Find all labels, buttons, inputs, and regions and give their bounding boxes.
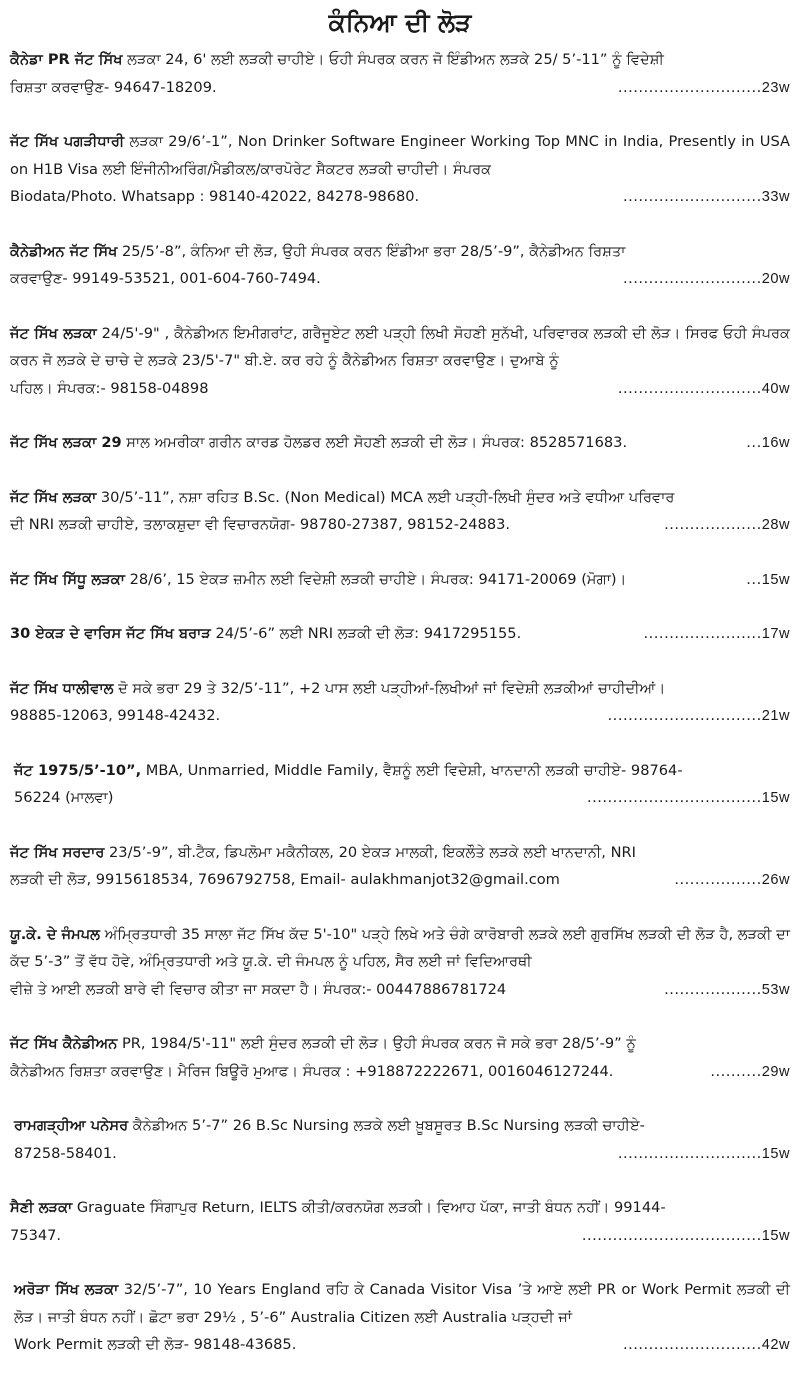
ad-code-group [608,702,790,731]
ad-lead-text: ਜੱਟ ਸਿੱਖ ਲੜਕਾ [10,488,97,506]
dot-leader: .............................. [607,707,762,724]
ad-code-group [582,1222,790,1251]
classified-ad [10,1112,790,1168]
ad-final-line [14,1331,790,1360]
ad-code-group [618,375,790,404]
ad-word-count-code: 29w [761,1063,790,1080]
ad-last-text: ਪਹਿਲ। ਸੰਪਰਕ:- 98158-04898 [10,379,209,397]
ad-last-text: ਦੀ NRI ਲੜਕੀ ਚਾਹੀਏ, ਤਲਾਕਸ਼ੁਦਾ ਵੀ ਵਿਚਾਰਨਯੋਗ- 98780-27387, 98152-24883. [10,516,511,533]
ad-final-line [10,183,790,212]
classified-ad [10,1030,790,1086]
ad-final-line [10,429,790,458]
ad-body-text: 32/5’-7”, 10 Years England ਰਹਿ ਕੇ Canada Visitor Visa ’ਤੇ ਆਏ ਲਈ PR or Work Permit ਲੜਕੀ ਦੀ ਲੋੜ। ਜਾਤੀ ਬੰਧਨ ਨਹੀਂ। ਛੋਟਾ ਭਰਾ 29½ , 5’-6” Australia Citizen ਲਈ Australia ਪੜ੍ਹਦੀ ਜਾਂ [14,1281,790,1326]
classified-ad [10,921,790,1005]
ad-body-text: 24/5'-9" , ਕੈਨੇਡੀਅਨ ਇਮੀਗਰਾਂਟ, ਗਰੈਜੂਏਟ ਲਈ ਪੜ੍ਹੀ ਲਿਖੀ ਸੋਹਣੀ ਸੁਨੱਖੀ, ਪਰਿਵਾਰਕ ਲੜਕੀ ਦੀ ਲੋੜ। ਸਿਰਫ ਓਹੀ ਸੰਪਰਕ ਕਰਨ ਜੋ ਲੜਕੇ ਦੇ ਚਾਚੇ ਦੇ ਲੜਕੇ 23/5'-7" ਬੀ.ਏ. ਕਰ ਰਹੇ ਨੂੰ ਕੈਨੇਡੀਅਨ ਰਿਸ਼ਤਾ ਕਰਵਾਉਣ। ਦੁਆਬੇ ਨੂੰ [10,324,790,369]
ad-last-text: ਵੀਜ਼ੇ ਤੇ ਆਈ ਲੜਕੀ ਬਾਰੇ ਵੀ ਵਿਚਾਰ ਕੀਤਾ ਜਾ ਸਕਦਾ ਹੈ। ਸੰਪਰਕ:- 00447886781724 [10,980,507,998]
ad-lead-text: ਜੱਟ ਸਿੱਖ ਸਿੱਧੂ ਲੜਕਾ [10,570,125,588]
page [10,0,790,1386]
ad-code-group [623,265,790,294]
ad-final-line [10,620,790,649]
ad-lead-text: ਜੱਟ ਸਿੱਖ ਸਰਦਾਰ [10,843,105,861]
ad-code-group [623,1331,790,1360]
ad-body-text: ਅੰਮ੍ਰਿਤਧਾਰੀ 35 ਸਾਲਾ ਜੱਟ ਸਿੱਖ ਕੱਦ 5'-10" ਪੜ੍ਹੇ ਲਿਖੇ ਅਤੇ ਚੰਗੇ ਕਾਰੋਬਾਰੀ ਲੜਕੇ ਲਈ ਗੁਰਸਿੱਖ ਲੜਕੀ ਦੀ ਲੋੜ ਹੈ, ਲੜਕੀ ਦਾ ਕੱਦ 5’-3” ਤੋਂ ਵੱਧ ਹੋਵੇ, ਅੰਮ੍ਰਿਤਧਾਰੀ ਅਤੇ ਯੂ.ਕੇ. ਦੀ ਜੰਮਪਲ ਨੂੰ ਪਹਿਲ, ਸੈਰ ਲਈ ਜਾਂ ਵਿਦਿਆਰਥੀ [10,925,790,970]
classified-ad [10,1194,790,1250]
ad-final-line [10,566,790,595]
ad-body-text: ਕੈਨੇਡੀਅਨ 5’-7” 26 B.Sc Nursing ਲੜਕੇ ਲਈ ਖ਼ੂਬਸੂਰਤ B.Sc Nursing ਲੜਕੀ ਚਾਹੀਏ- [132,1117,645,1134]
classified-ad [10,238,790,294]
ad-final-line [10,74,790,103]
ad-final-line [10,702,790,731]
dot-leader: ....................... [643,625,762,642]
classified-ad [10,757,790,813]
dot-leader: ............................ [617,1144,762,1162]
dot-leader: ................................... [581,1226,762,1244]
ad-lead-text: ਜੱਟ 1975/5’-10”, [14,761,142,779]
ad-word-count-code: 23w [761,79,790,96]
ad-word-count-code: 20w [761,271,790,287]
ad-lead-text: ਅਰੋੜਾ ਸਿੱਖ ਲੜਕਾ [14,1281,119,1298]
ad-body-text: Graguate ਸਿੰਗਾਪੁਰ Return, IELTS ਕੀਤੀ/ਕਰਨਯੋਗ ਲੜਕੀ। ਵਿਆਹ ਪੱਕਾ, ਜਾਤੀ ਬੰਧਨ ਨਹੀਂ। 99144- [76,1199,666,1216]
dot-leader: .......... [710,1062,762,1080]
ad-final-line [10,375,790,404]
classified-ad [10,429,790,458]
ad-inline-text [10,429,627,457]
ad-body-text: MBA, Unmarried, Middle Family, ਵੈਸ਼ਨੂੰ ਲਈ ਵਿਦੇਸ਼ੀ, ਖਾਨਦਾਨੀ ਲੜਕੀ ਚਾਹੀਏ- 98764- [145,761,683,779]
ad-word-count-code: 15w [761,1145,790,1162]
ad-final-line [14,1140,790,1169]
ad-inline-text [10,566,626,594]
ad-code-group [618,74,790,103]
dot-leader: ........................... [622,1336,762,1353]
classified-ad [10,128,790,212]
ad-code-group [587,784,790,813]
ad-body-text: PR, 1984/5'-11" ਲਈ ਸੁੰਦਰ ਲੜਕੀ ਦੀ ਲੋੜ। ਉਹੀ ਸੰਪਰਕ ਕਰਨ ਜੋ ਸਕੇ ਭਰਾ 28/5’-9” ਨੂੰ [121,1035,636,1052]
dot-leader: ................... [664,980,762,998]
ad-lead-text: ਜੱਟ ਸਿੱਖ ਲੜਕਾ [10,324,97,342]
ad-final-line [10,265,790,294]
page-title: ਕੰਨਿਆ ਦੀ ਲੋੜ [328,8,472,37]
ad-word-count-code: 15w [761,790,790,806]
ad-last-text: ਕਰਵਾਉਣ- 99149-53521, 001-604-760-7494. [10,270,321,287]
dot-leader: ........................... [622,270,762,287]
ad-word-count-code: 21w [761,708,790,724]
ad-code-group [623,183,790,212]
ad-word-count-code: 26w [761,872,790,888]
ad-lead-text: ਜੱਟ ਸਿੱਖ ਲੜਕਾ 29 [10,434,122,451]
classified-ad [10,566,790,595]
dot-leader: ................. [674,871,762,888]
ad-word-count-code: 16w [761,435,790,451]
ad-word-count-code: 53w [761,981,790,998]
ad-lead-text: ਜੱਟ ਸਿੱਖ ਕੈਨੇਡੀਅਨ [10,1035,118,1052]
ad-word-count-code: 33w [761,189,790,205]
ad-code-group [710,1058,790,1087]
ad-last-text: 87258-58401. [14,1144,117,1162]
ad-lead-text: ਸੈਣੀ ਲੜਕਾ [10,1199,73,1216]
ad-final-line [14,784,790,813]
ad-lead-text: ਜੱਟ ਸਿੱਖ ਪਗੜੀਧਾਰੀ [10,133,125,150]
ad-lead-text: ਕੈਨੇਡਾ PR ਜੱਟ ਸਿੱਖ [10,51,123,68]
dot-leader: ... [746,570,762,588]
ad-word-count-code: 15w [761,1227,790,1244]
ad-last-text: Biodata/Photo. Whatsapp : 98140-42022, 84278-98680. [10,188,420,205]
classified-ad [10,46,790,102]
ad-last-text: ਲੜਕੀ ਦੀ ਲੋੜ, 9915618534, 7696792758, Email- aulakhmanjot32@gmail.com [10,871,560,888]
ad-last-text: 98885-12063, 99148-42432. [10,707,221,724]
ad-last-text: Work Permit ਲੜਕੀ ਦੀ ਲੋੜ- 98148-43685. [14,1336,297,1353]
dot-leader: ............................ [617,379,762,397]
classified-ad [10,839,790,895]
ad-word-count-code: 17w [761,626,790,642]
ad-code-group [644,620,790,649]
ad-final-line [10,866,790,895]
ad-body-text: 23/5’-9”, ਬੀ.ਟੈਕ, ਡਿਪਲੋਮਾ ਮਕੈਨੀਕਲ, 20 ਏਕੜ ਮਾਲਕੀ, ਇਕਲੌਤੇ ਲੜਕੇ ਲਈ ਖਾਨਦਾਨੀ, NRI [109,843,636,861]
classified-ad [10,320,790,404]
ad-word-count-code: 15w [761,571,790,588]
ad-final-line [10,1058,790,1087]
ad-code-group [664,976,790,1005]
ad-word-count-code: 40w [761,380,790,397]
ad-last-text: 75347. [10,1226,62,1244]
classified-ad [10,675,790,731]
classified-ads-list [10,46,790,1386]
ad-lead-text: ਜੱਟ ਸਿੱਖ ਧਾਲੀਵਾਲ [10,679,114,697]
ad-inline-text [10,620,521,648]
ad-last-text: 24/5’-6” ਲਈ NRI ਲੜਕੀ ਦੀ ਲੋੜ: 9417295155. [215,625,522,642]
ad-code-group [746,429,790,458]
dot-leader: ... [746,434,762,451]
ad-final-line [10,511,790,540]
ad-body-text: ਲੜਕਾ 29/6’-1”, Non Drinker Software Engineer Working Top MNC in India, Presently in USA on H1B Visa ਲਈ ਇੰਜੀਨੀਅਰਿੰਗ/ਮੈਡੀਕਲ/ਕਾਰਪੋਰੇਟ ਸੈਕਟਰ ਲੜਕੀ ਚਾਹੀਦੀ। ਸੰਪਰਕ [10,133,790,178]
ad-lead-text: 30 ਏਕੜ ਦੇ ਵਾਰਿਸ ਜੱਟ ਸਿੱਖ ਬਰਾੜ [10,625,211,642]
classified-ad [10,484,790,540]
dot-leader: ........................... [622,188,762,205]
ad-code-group [674,866,790,895]
ad-last-text: 28/6’, 15 ਏਕੜ ਜ਼ਮੀਨ ਲਈ ਵਿਦੇਸ਼ੀ ਲੜਕੀ ਚਾਹੀਏ। ਸੰਪਰਕ: 94171-20069 (ਮੋਗਾ)। [129,570,627,588]
ad-final-line [10,976,790,1005]
ad-last-text: ਰਿਸ਼ਤਾ ਕਰਵਾਉਣ- 94647-18209. [10,78,217,96]
ad-last-text: ਕੈਨੇਡੀਅਨ ਰਿਸ਼ਤਾ ਕਰਵਾਉਣ। ਮੈਰਿਜ ਬਿਊਰੋ ਮੁਆਫ। ਸੰਪਰਕ : +918872222671, 0016046127244. [10,1062,614,1080]
ad-code-group [618,1140,790,1169]
ad-final-line [10,1222,790,1251]
ad-code-group [746,566,790,595]
dot-leader: ............................ [617,78,762,96]
ad-word-count-code: 42w [761,1337,790,1353]
ad-last-text: 56224 (ਮਾਲਵਾ) [14,789,114,806]
ad-body-text: ਲੜਕਾ 24, 6' ਲਈ ਲੜਕੀ ਚਾਹੀਏ। ਓਹੀ ਸੰਪਰਕ ਕਰਨ ਜੋ ਇੰਡੀਅਨ ਲੜਕੇ 25/ 5’-11” ਨੂੰ ਵਿਦੇਸ਼ੀ [127,51,664,68]
ad-lead-text: ਕੈਨੇਡੀਅਨ ਜੱਟ ਸਿੱਖ [10,242,118,260]
ad-code-group [664,511,790,540]
ad-body-text: 25/5’-8”, ਕੰਨਿਆ ਦੀ ਲੋੜ, ਉਹੀ ਸੰਪਰਕ ਕਰਨ ਇੰਡੀਆ ਭਰਾ 28/5’-9”, ਕੈਨੇਡੀਅਨ ਰਿਸ਼ਤਾ [121,242,626,260]
ad-lead-text: ਯੂ.ਕੇ. ਦੇ ਜੰਮਪਲ [10,925,101,943]
ad-lead-text: ਰਾਮਗੜ੍ਹੀਆ ਪਨੇਸਰ [14,1117,129,1134]
dot-leader: ................... [664,516,762,533]
classified-ad [10,620,790,649]
ad-body-text: ਦੋ ਸਕੇ ਭਰਾ 29 ਤੇ 32/5’-11”, +2 ਪਾਸ ਲਈ ਪੜ੍ਹੀਆਂ-ਲਿਖੀਆਂ ਜਾਂ ਵਿਦੇਸ਼ੀ ਲੜਕੀਆਂ ਚਾਹੀਦੀਆਂ। [118,679,666,697]
ad-last-text: ਸਾਲ ਅਮਰੀਕਾ ਗਰੀਨ ਕਾਰਡ ਹੋਲਡਰ ਲਈ ਸੋਹਣੀ ਲੜਕੀ ਦੀ ਲੋੜ। ਸੰਪਰਕ: 8528571683. [126,434,628,451]
classified-ad [10,1276,790,1360]
ad-word-count-code: 28w [761,517,790,533]
dot-leader: .................................. [586,789,762,806]
ad-body-text: 30/5’-11”, ਨਸ਼ਾ ਰਹਿਤ B.Sc. (Non Medical) MCA ਲਈ ਪੜ੍ਹੀ-ਲਿਖੀ ਸੁੰਦਰ ਅਤੇ ਵਧੀਆ ਪਰਿਵਾਰ [100,488,675,506]
